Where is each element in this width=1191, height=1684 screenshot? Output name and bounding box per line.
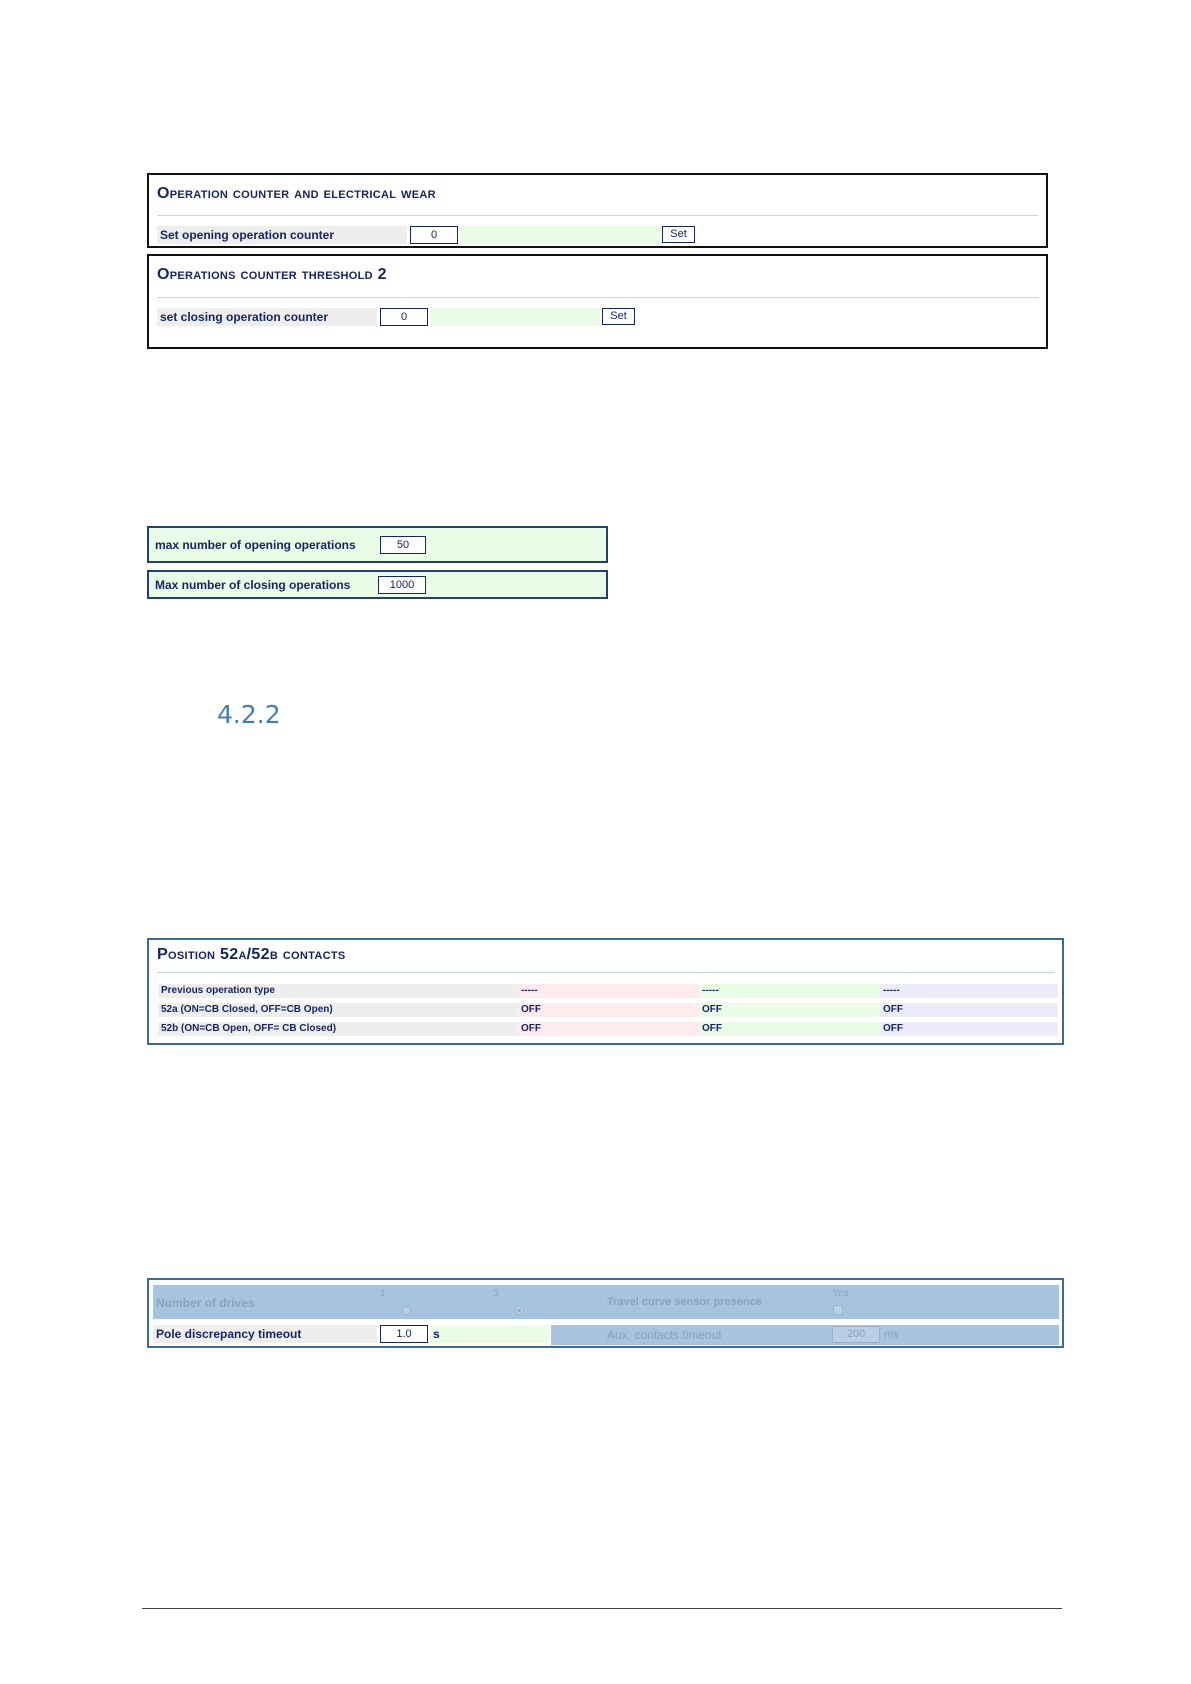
max-opening-panel [147, 526, 608, 563]
contacts-value-1: ----- [518, 984, 699, 998]
closing-counter-input[interactable] [380, 308, 428, 326]
title-divider [157, 215, 1038, 216]
number-of-drives-label: Number of drives [156, 1296, 255, 1310]
max-opening-label: max number of opening operations [152, 536, 378, 554]
drive-option-1-radio[interactable] [402, 1306, 411, 1315]
contacts-value-1: OFF [518, 1022, 699, 1036]
threshold-panel [147, 254, 1048, 349]
set-closing-counter-button[interactable]: Set [602, 308, 635, 325]
drive-option-3-radio[interactable] [515, 1306, 524, 1315]
panel-title: Position 52a/52b contacts [157, 946, 346, 963]
closing-counter-label: set closing operation counter [157, 308, 377, 326]
pole-discrepancy-input[interactable] [380, 1325, 428, 1343]
closing-counter-status [430, 308, 600, 326]
opening-counter-status [460, 226, 662, 244]
max-opening-input[interactable] [380, 536, 426, 554]
pole-discrepancy-label: Pole discrepancy timeout [153, 1325, 377, 1343]
pole-discrepancy-unit-cell [430, 1325, 550, 1343]
contacts-value-1: OFF [518, 1003, 699, 1017]
contacts-panel [147, 938, 1064, 1045]
travel-curve-label: Travel curve sensor presence [607, 1296, 762, 1308]
set-opening-counter-button[interactable]: Set [662, 226, 695, 243]
footer-divider [142, 1608, 1062, 1609]
contacts-row-label: Previous operation type [158, 984, 520, 998]
panel-title: Operation counter and electrical wear [157, 185, 436, 202]
drive-option-1-label: 1 [380, 1288, 386, 1299]
drives-panel [147, 1278, 1064, 1348]
travel-curve-option-label: Yes [832, 1288, 849, 1299]
operation-counter-panel [147, 173, 1048, 248]
contacts-value-2: ----- [699, 984, 880, 998]
opening-counter-label: Set opening operation counter [157, 226, 407, 244]
contacts-row-label: 52a (ON=CB Closed, OFF=CB Open) [158, 1003, 520, 1017]
contacts-value-3: OFF [880, 1003, 1058, 1017]
pole-discrepancy-unit: s [433, 1327, 440, 1341]
aux-timeout-unit: ms [884, 1329, 899, 1341]
max-closing-input[interactable] [378, 576, 426, 594]
panel-title: Operations counter threshold 2 [157, 266, 387, 283]
contacts-value-3: ----- [880, 984, 1058, 998]
opening-counter-input[interactable] [410, 226, 458, 244]
title-divider [157, 972, 1054, 973]
section-number-heading: 4.2.2 [217, 700, 281, 729]
contacts-value-2: OFF [699, 1003, 880, 1017]
drives-row [153, 1285, 1059, 1319]
max-closing-label: Max number of closing operations [152, 576, 378, 594]
max-closing-panel [147, 570, 608, 599]
aux-timeout-label: Aux. contacts timeout [607, 1328, 722, 1342]
aux-timeout-input[interactable]: 200 [832, 1326, 880, 1343]
title-divider [157, 297, 1038, 298]
travel-curve-checkbox[interactable] [833, 1305, 843, 1315]
drive-option-3-label: 3 [493, 1288, 499, 1299]
contacts-row-label: 52b (ON=CB Open, OFF= CB Closed) [158, 1022, 520, 1036]
contacts-value-2: OFF [699, 1022, 880, 1036]
contacts-value-3: OFF [880, 1022, 1058, 1036]
